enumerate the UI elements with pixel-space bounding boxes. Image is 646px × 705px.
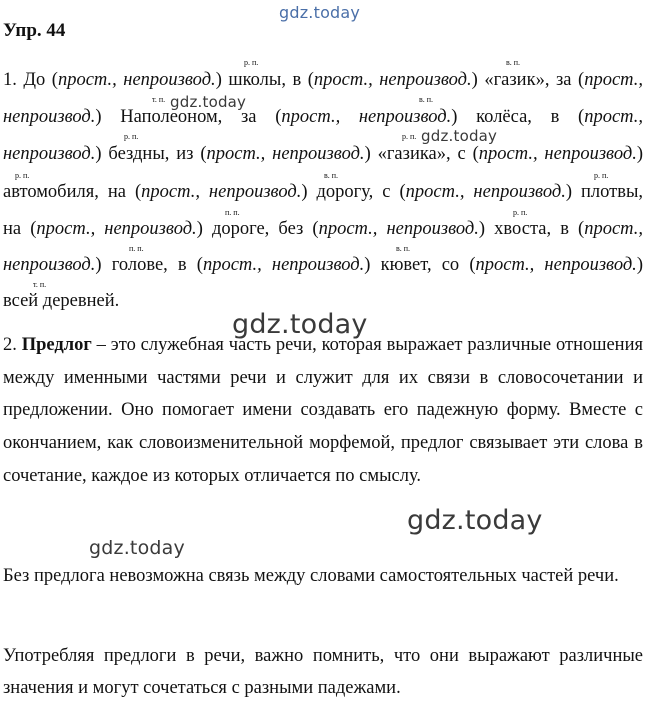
case-mark: т. п. — [152, 95, 166, 104]
case-mark: р. п. — [15, 171, 30, 180]
case-mark: т. п. — [33, 280, 47, 289]
watermark-lower: gdz.today — [89, 537, 185, 559]
paragraph1-line: непроизвод.) бездны, из (прост., непроизвод.) «газика», с (прост., непроизвод.) — [3, 144, 643, 164]
watermark-right: gdz.today — [407, 505, 543, 536]
case-mark: п. п. — [129, 244, 144, 253]
case-mark: р. п. — [402, 132, 417, 141]
watermark-line2: gdz.today — [170, 93, 247, 111]
paragraph1-line: на (прост., непроизвод.) дороге, без (прост., непроизвод.) хвоста, в (прост., — [3, 219, 644, 239]
case-mark: в. п. — [324, 171, 339, 180]
exercise-title: Упр. 44 — [3, 20, 66, 41]
case-mark: п. п. — [225, 208, 240, 217]
paragraph4: Употребляя предлоги в речи, важно помнить, что они выражают различные значения и могут сочетаться с разными падежами. — [3, 646, 643, 699]
paragraph1-line: непроизвод.) голове, в (прост., непроизвод.) кювет, со (прост., непроизвод.) — [3, 255, 643, 275]
paragraph1-line: непроизвод.) Наполеоном, за (прост., непроизвод.) колёса, в (прост., — [3, 107, 644, 127]
term-predlog: Предлог — [21, 335, 92, 355]
case-mark: р. п. — [124, 132, 139, 141]
paragraph1-line: автомобиля, на (прост., непроизвод.) дорогу, с (прост., непроизвод.) плотвы, — [3, 182, 643, 202]
case-mark: р. п. — [594, 171, 609, 180]
paragraph1-line: всей деревней. — [3, 291, 120, 311]
case-mark: в. п. — [419, 95, 434, 104]
watermark-top: gdz.today — [279, 3, 361, 22]
case-mark: р. п. — [513, 208, 528, 217]
case-mark: в. п. — [396, 244, 411, 253]
watermark-center: gdz.today — [232, 309, 368, 340]
paragraph2: 2. Предлог – это служебная часть речи, которая выражает различные отношения между именными частями речи и служит для их связи в словосочетании и предложении. Оно помогает имени создавать его падежную форму. Вместе с окончанием, как словоизменительной морфемой, предлог связывает эти слова в сочетание, каждое из которых отличается по смыслу. — [3, 335, 643, 486]
case-mark: в. п. — [506, 58, 521, 67]
paragraph1-line: 1. До (прост., непроизвод.) школы, в (прост., непроизвод.) «газик», за (прост., — [3, 70, 643, 90]
case-mark: р. п. — [244, 58, 259, 67]
watermark-line3: gdz.today — [421, 127, 498, 145]
paragraph3: Без предлога невозможна связь между словами самостоятельных частей речи. — [3, 566, 619, 586]
